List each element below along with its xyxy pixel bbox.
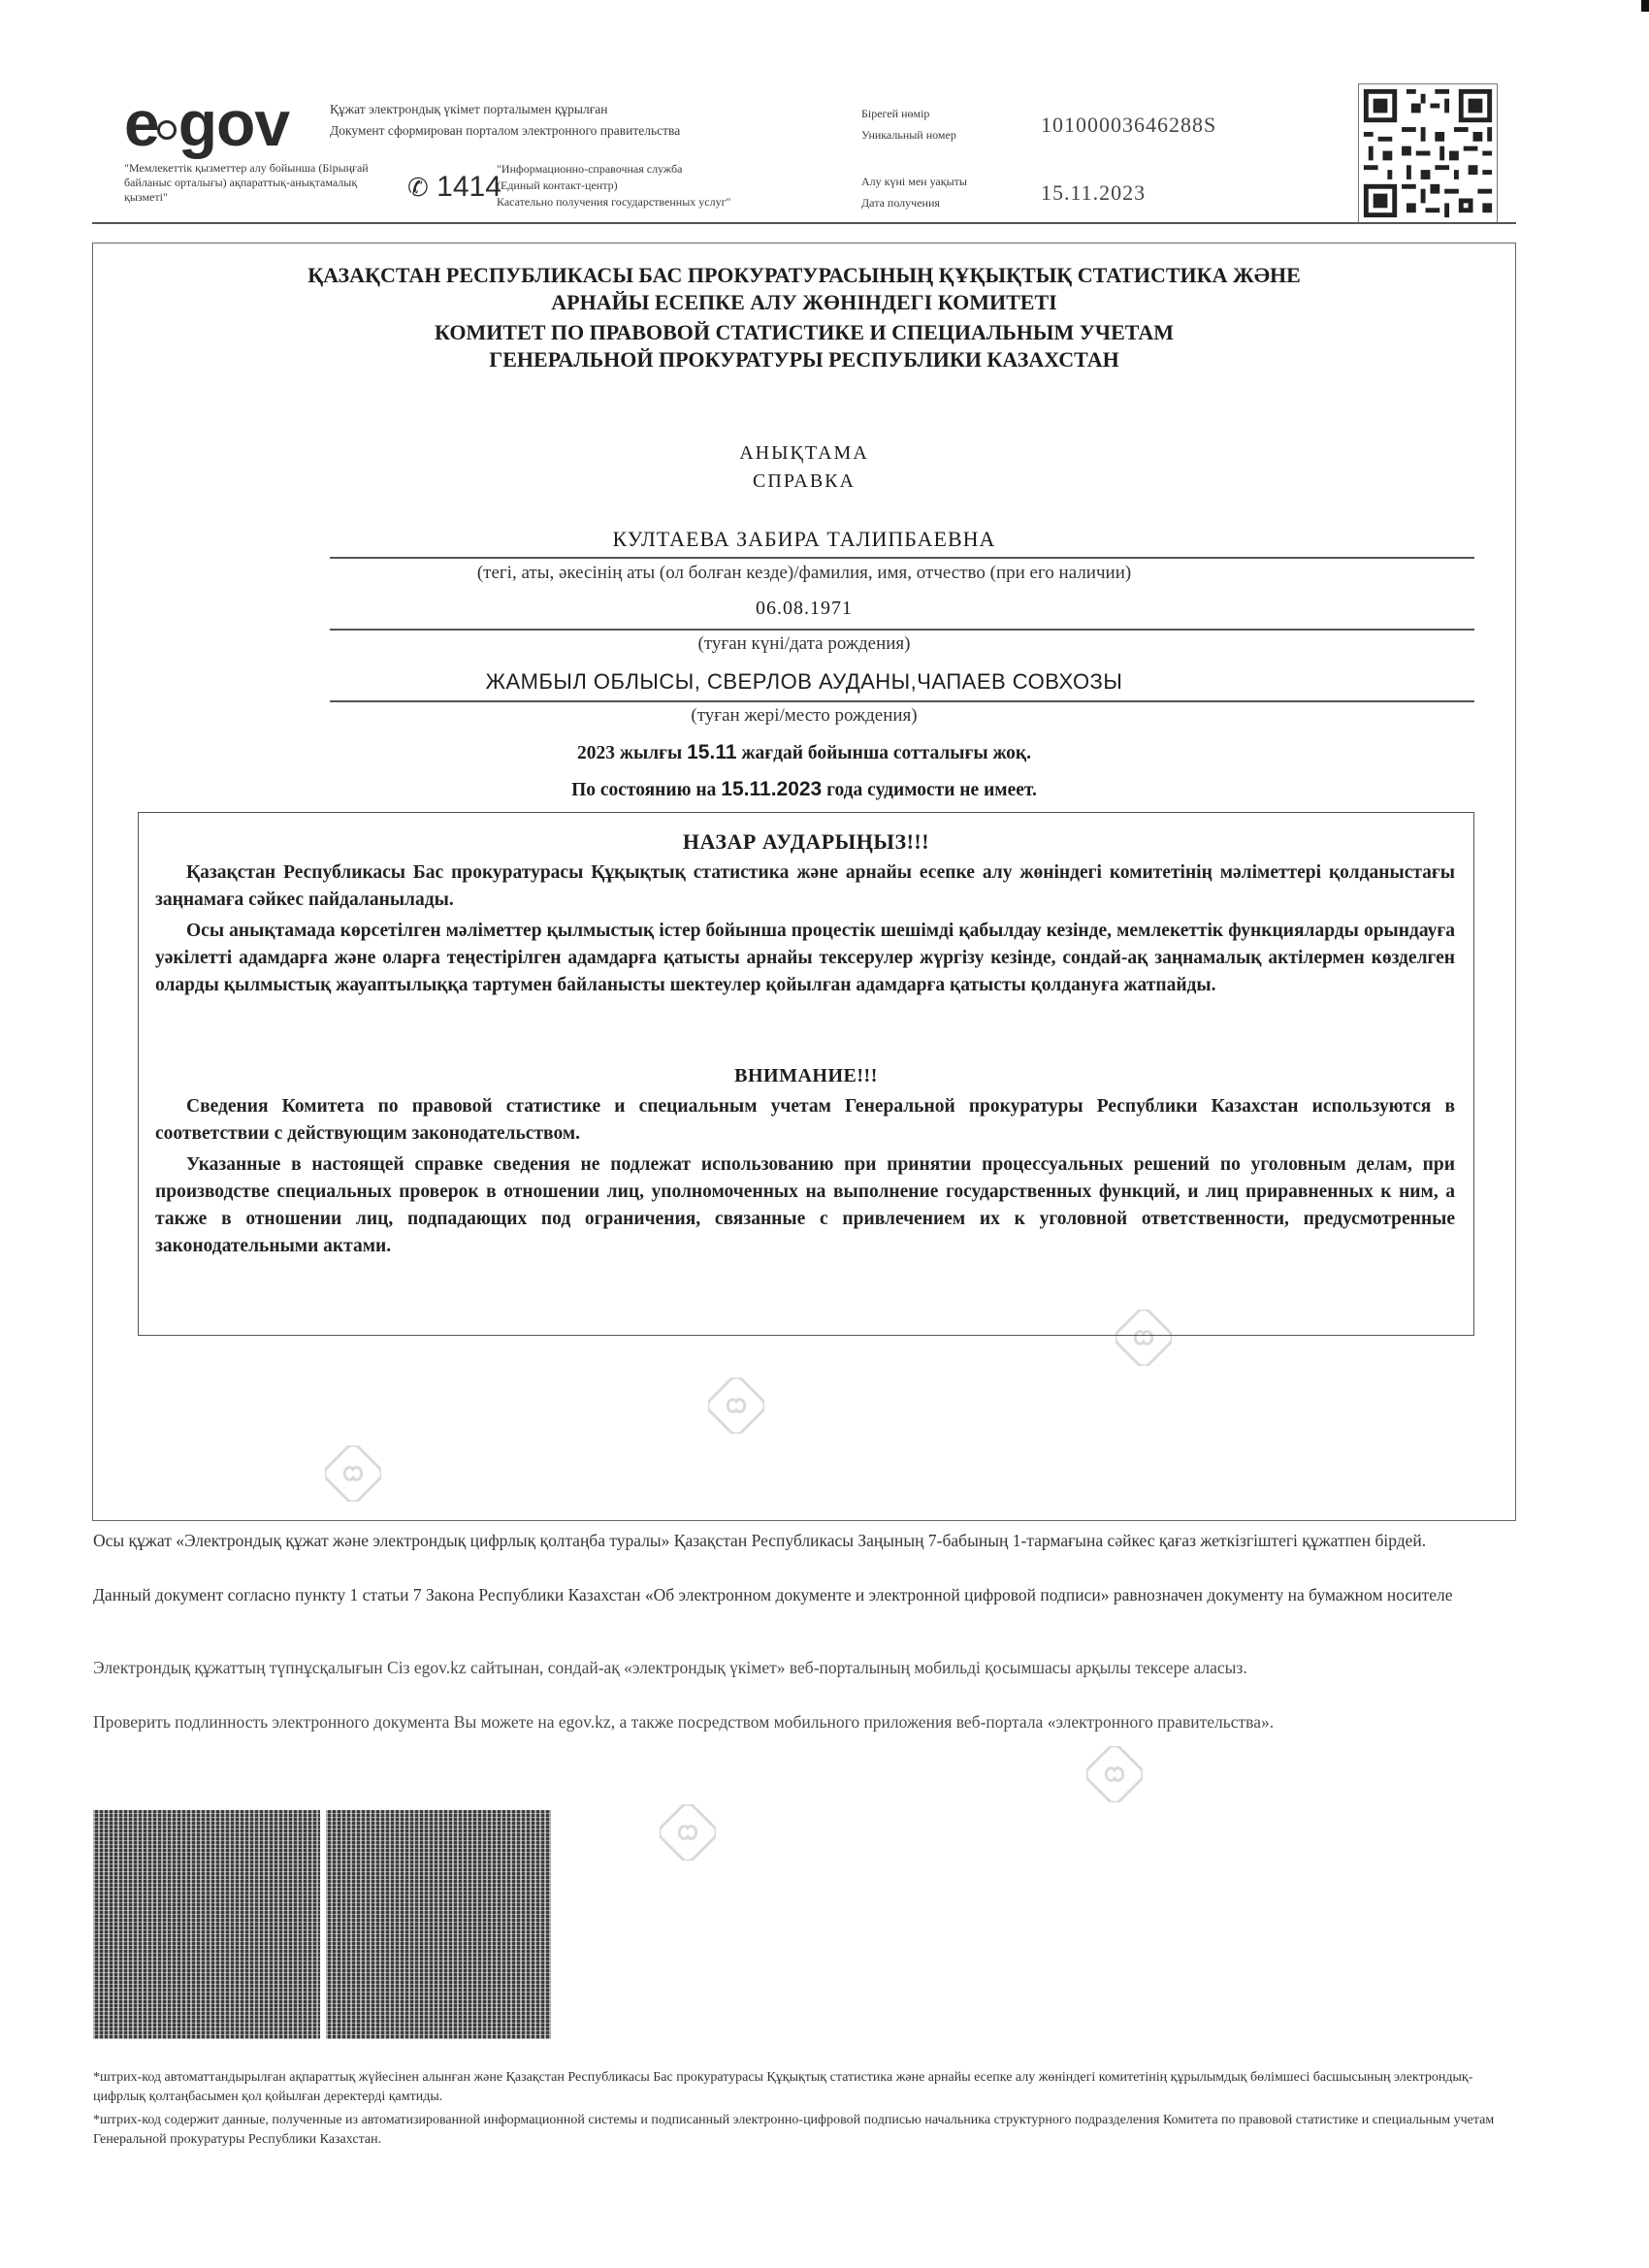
info-service-caption-3: Касательно получения государственных услуг" [497,195,731,209]
unique-number-label-kz: Бірегей нөмір [861,107,930,120]
portal-caption-kz: Құжат электрондық үкімет порталымен құрылған [330,102,608,116]
birth-place-hint: (туған жері/место рождения) [691,705,918,726]
ornament-watermark-icon [708,1377,764,1434]
receipt-date-value: 15.11.2023 [1041,180,1147,205]
attention-kz-paragraph-1: Қазақстан Республикасы Бас прокуратурасы Құқықтық статистика және арнайы есепке алу жөніндегі комитетінің мәліметтері қолданыстағы заңнамаға сәйкес пайдаланылады. [155,862,1455,910]
date-label-kz: Алу күні мен уақыты [861,175,967,188]
org-title-line-3: КОМИТЕТ ПО ПРАВОВОЙ СТАТИСТИКЕ И СПЕЦИАЛЬНЫМ УЧЕТАМ [435,320,1174,344]
org-title-line-2: АРНАЙЫ ЕСЕПКЕ АЛУ ЖӨНІНДЕГІ КОМИТЕТІ [551,290,1057,314]
birth-date-underline [330,629,1474,631]
birth-date: 06.08.1971 [756,598,853,619]
person-full-name: КУЛТАЕВА ЗАБИРА ТАЛИПБАЕВНА [612,527,996,551]
birth-date-hint: (туған күні/дата рождения) [697,633,911,654]
org-title-line-4: ГЕНЕРАЛЬНОЙ ПРОКУРАТУРЫ РЕСПУБЛИКИ КАЗАХСТАН [489,347,1119,372]
logo-mark-icon [157,120,177,140]
attention-title-kz: НАЗАР АУДАРЫҢЫЗ!!! [682,829,930,854]
ornament-watermark-icon [660,1804,716,1861]
scan-artifact [1641,0,1649,12]
law-notice-ru: Данный документ согласно пункту 1 статьи 7 Закона Республики Казахстан «Об электронном документе и электронной цифровой подписи» равнозначен документу на бумажном носителе [93,1585,1453,1604]
law-notice-kz: Осы құжат «Электрондық құжат және электрондық цифрлық қолтаңба туралы» Қазақстан Республикасы Заңының 7-бабының 1-тармағына сәйкес қағаз жеткізгіштегі құжатпен бірдей. [93,1531,1427,1550]
qr-code-icon [1358,83,1498,223]
name-hint: (тегі, аты, әкесінің аты (ол болған кезде)/фамилия, имя, отчество (при его наличии) [476,563,1132,583]
birth-place: ЖАМБЫЛ ОБЛЫСЫ, СВЕРЛОВ АУДАНЫ,ЧАПАЕВ СОВХОЗЫ [485,669,1123,694]
attention-ru-paragraph-2: Указанные в настоящей справке сведения не подлежат использованию при принятии процессуальных решений по уголовным делам, при производстве специальных проверок в отношении лиц, уполномоченных на выполнение государственных функций, и лиц приравненных к ним, а также в отношении лиц, подпадающих под ограничения, связанные с привлечением их к уголовной ответственности, предусмотренные законодательными актами. [155,1154,1455,1256]
phone-number: ✆ 1414 [407,171,501,203]
info-service-caption-2: (Единый контакт-центр) [497,178,618,192]
barcode-note-ru: *штрих-код содержит данные, полученные из автоматизированной информационной системы и подписанный электронно-цифровой подписью начальника структурного подразделения Комитета по правовой статистике и специальным учетам Генеральной прокуратуры Республики Казахстан. [93,2113,1495,2147]
verify-notice-kz: Электрондық құжаттың түпнұсқалығын Сіз egov.kz сайтынан, сондай-ақ «электрондық үкімет» веб-порталының мобильді қосымшасы арқылы тексере аласыз. [93,1658,1247,1677]
attention-ru-paragraph-1: Сведения Комитета по правовой статистике и специальным учетам Генеральной прокуратуры Республики Казахстан используются в соответствии с действующим законодательством. [155,1096,1455,1144]
attention-kz-paragraph-2: Осы анықтамада көрсетілген мәліметтер қылмыстық істер бойынша процестік шешімді қабылдау кезінде, мемлекеттік функцияларды орындауға уәкілетті адамдарға және оларға теңестірілген адамдарға қатысты арнайы тексерулер жүргізу кезінде, сондай-ақ заңнамалық актілермен көзделген оларды қылмыстық жауаптылыққа тартумен байланысты шектеулер қойылған адамдарға қатысты қолдануға жатпайды. [155,921,1455,995]
phone-icon: ✆ [407,173,429,202]
org-title-line-1: ҚАЗАҚСТАН РЕСПУБЛИКАСЫ БАС ПРОКУРАТУРАСЫНЫҢ ҚҰҚЫҚТЫҚ СТАТИСТИКА ЖӘНЕ [307,263,1301,287]
date-label-ru: Дата получения [861,196,940,210]
info-service-caption-1: "Информационно-справочная служба [497,162,683,176]
unique-number-value: 10100003646288S [1041,113,1217,137]
verdict-kz: 2023 жылғы 15.11 жағдай бойынша сотталығы жоқ. [576,741,1031,763]
barcode-split [320,1810,326,2039]
header-divider [92,222,1516,224]
ornament-watermark-icon [325,1445,381,1502]
ornament-watermark-icon [1116,1310,1172,1366]
birth-place-underline [330,700,1474,702]
attention-title-ru: ВНИМАНИЕ!!! [734,1065,878,1086]
portal-caption-ru: Документ сформирован порталом электронного правительства [330,123,681,138]
contact-center-caption: "Мемлекеттік қызметтер алу бойынша (Бірыңғай байланыс орталығы) ақпараттық-анықтамалық қызметі" [124,161,369,204]
doc-type-ru: СПРАВКА [753,470,856,492]
ornament-watermark-icon [1086,1746,1143,1802]
egov-logo: e gov [124,87,290,159]
name-underline [330,557,1474,559]
verdict-ru: По состоянию на 15.11.2023 года судимости не имеет. [571,778,1037,800]
doc-type-kz: АНЫҚТАМА [739,442,869,464]
barcode-note-kz: *штрих-код автоматтандырылған ақпараттық жүйесінен алынған және Қазақстан Республикасы Бас прокуратурасы Құқықтық статистика және арнайы есепке алу жөніндегі комитетінің құрылымдық бөлімшесі басшысының электрондық-цифрлық қолтаңбасымен қол қойылған деректерді қамтиды. [93,2070,1473,2104]
verify-notice-ru: Проверить подлинность электронного документа Вы можете на egov.kz, а также посредством мобильного приложения веб-портала «электронного правительства». [93,1712,1275,1732]
unique-number-label-ru: Уникальный номер [861,128,956,142]
qr-code-pattern [1359,84,1497,222]
barcode-icon [93,1810,551,2039]
